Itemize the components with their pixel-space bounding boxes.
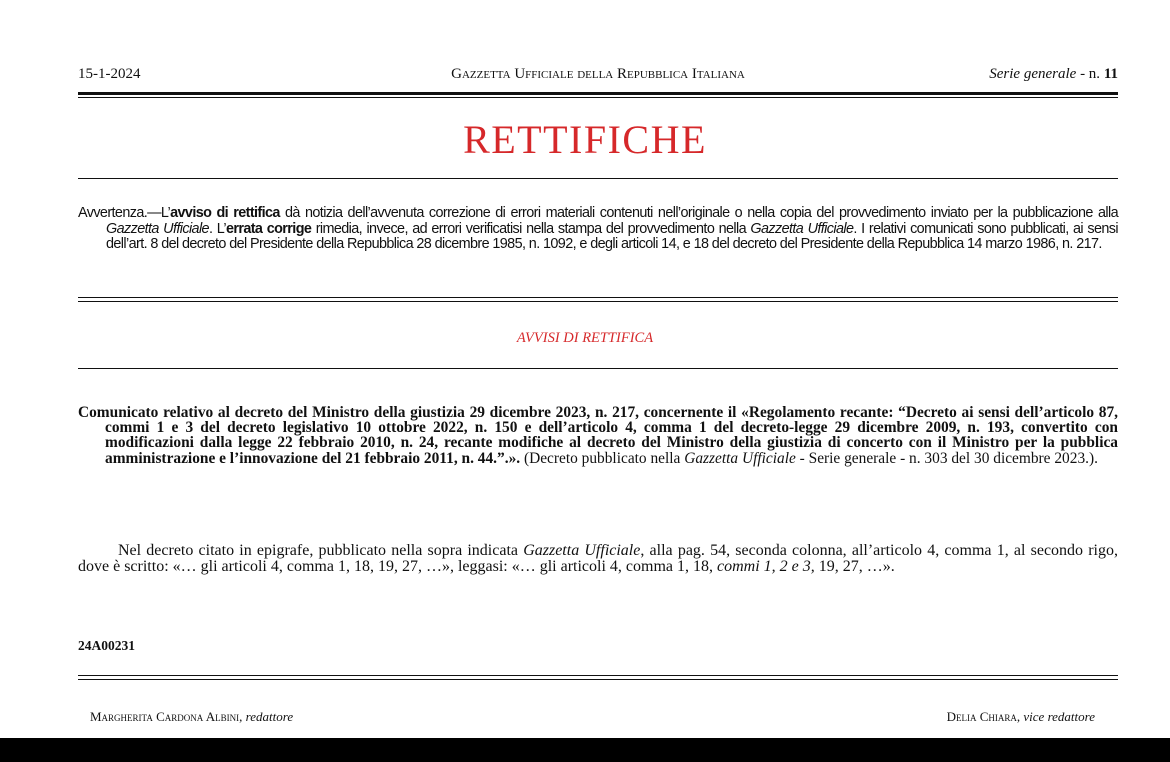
bottom-bar [0,738,1170,762]
header-rule-thin [78,97,1118,98]
footer-rule-bottom [78,679,1118,680]
page-title: RETTIFICHE [463,117,707,162]
notice-pub-prefix: (Decreto pubblicato nella [520,449,685,467]
body-gazzetta: Gazzetta Ufficiale [523,542,641,559]
vice-editor-role: vice redattore [1023,709,1095,724]
publication-name: Gazzetta Ufficiale della Repubblica Italiana [451,66,745,82]
warning-lead: Avvertenza.—L’ [78,205,171,221]
series-label: Serie generale [989,66,1077,82]
warning-gazzetta-1: Gazzetta Ufficiale [106,220,209,237]
vice-editor-name: Delia Chiara [946,709,1017,724]
series-number: 11 [1103,66,1118,82]
editor-name: Margherita Cardona Albini [90,709,240,724]
section-rule [78,368,1118,369]
body-commi: commi 1, 2 e 3, [717,558,815,576]
page-header [78,66,1118,88]
body-part-3: 19, 27, …». [814,558,895,576]
notice-pub-suffix: - Serie generale - n. 303 del 30 dicembre 2023.). [795,449,1098,467]
section-title: AVVISI DI RETTIFICA [516,330,654,346]
body-part-2: , alla pag. 54, seconda colonna, all’articolo 4, comma 1, al secondo rigo, dove è scritto: «… gli articoli 4, comma 1, 18, 19, 27, …», leggasi: «… gli articoli 4, comma 1, 18, [78,542,1119,576]
warning-rule-top [78,297,1118,298]
series-info [989,66,1118,83]
header-rule-thick [78,92,1118,95]
warning-text-2: . L’ [208,220,226,237]
warning-gazzetta-2: Gazzetta Ufficiale [750,220,854,237]
warning-text-1: dà notizia dell’avvenuta correzione di errori materiali contenuti nell’originale o nella copia del provvedimento inviato per la pubblicazione alla [279,205,1119,221]
editor-role: redattore [245,709,294,724]
warning-paragraph [78,206,1118,253]
warning-rule-bottom [78,301,1118,302]
notice-pub-gazzetta: Gazzetta Ufficiale [684,449,796,467]
issue-date: 15-1-2024 [78,66,141,82]
footer-editor: Margherita Cardona Albini, redattore [90,709,294,724]
warning-text-3: rimedia, invece, ad errori verificatisi nella stampa del provvedimento nella [311,220,751,237]
body-paragraph [78,543,1118,576]
notice-bold-title: Comunicato relativo al decreto del Ministro della giustizia 29 dicembre 2023, n. 217, concernente il «Regolamento recante: “Decreto ai sensi dell’articolo 87, commi 1 e 3 del decreto legislativo 10 ottobre 2022, n. 150 e dell’articolo 4, comma 1 del decreto-legge 29 dicembre 2009, n. 193, convertito con modificazioni dalla legge 22 febbraio 2010, n. 24, recante modifiche al decreto del Ministro della giustizia di concerto con il Ministro per la pubblica amministrazione e l’innovazione del 21 febbraio 2011, n. 44.”.». [78,404,1118,467]
warning-text-4: . I relativi comunicati sono pubblicati, ai sensi dell’art. 8 del decreto del Presidente della Repubblica 28 dicembre 1985, n. 1092, e degli articoli 14, e 18 del decreto del Presidente della Repubblica 14 marzo 1986, n. 217. [106,220,1118,253]
warning-term-avviso: avviso di rettifica [170,205,280,221]
footer-rule-top [78,675,1118,676]
notice-title [78,405,1118,466]
document-code: 24A00231 [78,638,135,653]
warning-term-errata: errata corrige [225,220,312,237]
series-separator: - n. [1076,66,1104,82]
footer-vice-editor: Delia Chiara, vice redattore [946,709,1095,724]
body-part-1: Nel decreto citato in epigrafe, pubblicato nella sopra indicata [118,542,524,559]
title-rule [78,178,1118,179]
